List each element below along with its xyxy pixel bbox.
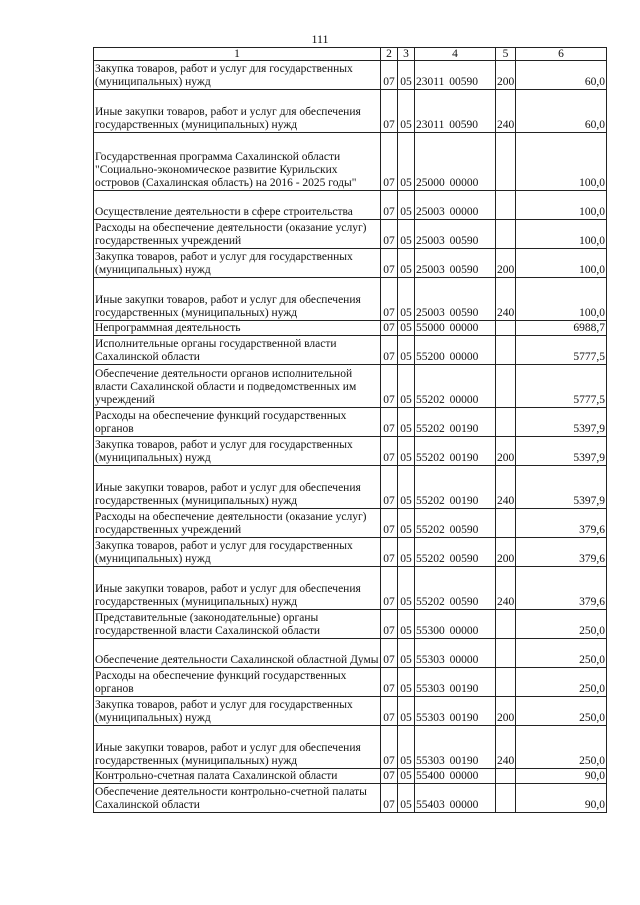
row-target-article: 25003 00000 <box>415 191 496 220</box>
row-expense-type <box>496 220 516 249</box>
row-amount: 250,0 <box>516 668 607 697</box>
row-subsection: 05 <box>398 610 415 639</box>
table-row <box>94 408 607 437</box>
column-header-amount: 6 <box>516 48 607 61</box>
row-subsection: 05 <box>398 639 415 668</box>
row-target-article: 25003 00590 <box>415 278 496 321</box>
row-target-article: 55300 00000 <box>415 610 496 639</box>
row-amount: 6988,7 <box>516 321 607 336</box>
row-section: 07 <box>381 61 398 90</box>
row-target-article: 25003 00590 <box>415 220 496 249</box>
row-amount: 5397,9 <box>516 437 607 466</box>
row-expense-type <box>496 336 516 365</box>
row-target-article: 25000 00000 <box>415 133 496 191</box>
row-name: Обеспечение деятельности Сахалинской областной Думы <box>94 639 381 668</box>
row-target-article: 55202 00590 <box>415 509 496 538</box>
row-subsection: 05 <box>398 336 415 365</box>
table-row <box>94 220 607 249</box>
row-name: Расходы на обеспечение деятельности (оказание услуг) государственных учреждений <box>94 509 381 538</box>
table-row <box>94 466 607 509</box>
table-row <box>94 336 607 365</box>
row-amount: 379,6 <box>516 538 607 567</box>
table-row <box>94 90 607 133</box>
row-target-article: 55202 00590 <box>415 567 496 610</box>
row-name: Закупка товаров, работ и услуг для государственных (муниципальных) нужд <box>94 538 381 567</box>
row-amount: 250,0 <box>516 610 607 639</box>
table-row <box>94 249 607 278</box>
row-section: 07 <box>381 249 398 278</box>
row-amount: 250,0 <box>516 697 607 726</box>
row-subsection: 05 <box>398 90 415 133</box>
row-expense-type <box>496 610 516 639</box>
row-amount: 90,0 <box>516 769 607 784</box>
table-row <box>94 567 607 610</box>
row-section: 07 <box>381 220 398 249</box>
row-expense-type <box>496 365 516 408</box>
row-name: Расходы на обеспечение деятельности (оказание услуг) государственных учреждений <box>94 220 381 249</box>
row-target-article: 55303 00190 <box>415 726 496 769</box>
row-subsection: 05 <box>398 278 415 321</box>
row-subsection: 05 <box>398 408 415 437</box>
row-amount: 90,0 <box>516 784 607 813</box>
row-subsection: 05 <box>398 784 415 813</box>
row-amount: 250,0 <box>516 639 607 668</box>
row-section: 07 <box>381 466 398 509</box>
row-subsection: 05 <box>398 61 415 90</box>
row-subsection: 05 <box>398 726 415 769</box>
row-name: Непрограммная деятельность <box>94 321 381 336</box>
row-target-article: 55303 00190 <box>415 668 496 697</box>
row-target-article: 23011 00590 <box>415 90 496 133</box>
row-amount: 5397,9 <box>516 466 607 509</box>
row-section: 07 <box>381 639 398 668</box>
row-name: Иные закупки товаров, работ и услуг для обеспечения государственных (муниципальных) нужд <box>94 726 381 769</box>
row-expense-type: 200 <box>496 61 516 90</box>
row-subsection: 05 <box>398 220 415 249</box>
row-expense-type: 240 <box>496 567 516 610</box>
row-subsection: 05 <box>398 365 415 408</box>
row-amount: 100,0 <box>516 133 607 191</box>
row-name: Закупка товаров, работ и услуг для государственных (муниципальных) нужд <box>94 697 381 726</box>
page-number: 111 <box>311 32 329 46</box>
row-target-article: 55202 00190 <box>415 466 496 509</box>
row-amount: 5777,5 <box>516 336 607 365</box>
row-name: Расходы на обеспечение функций государственных органов <box>94 408 381 437</box>
row-section: 07 <box>381 90 398 133</box>
row-section: 07 <box>381 365 398 408</box>
row-section: 07 <box>381 437 398 466</box>
row-target-article: 55200 00000 <box>415 336 496 365</box>
row-target-article: 23011 00590 <box>415 61 496 90</box>
row-expense-type: 240 <box>496 278 516 321</box>
table-row <box>94 610 607 639</box>
table-row <box>94 538 607 567</box>
row-subsection: 05 <box>398 191 415 220</box>
row-section: 07 <box>381 336 398 365</box>
column-header-target-article: 4 <box>415 48 496 61</box>
row-section: 07 <box>381 567 398 610</box>
table-row <box>94 509 607 538</box>
row-target-article: 55303 00190 <box>415 697 496 726</box>
row-name: Закупка товаров, работ и услуг для государственных (муниципальных) нужд <box>94 437 381 466</box>
column-header-expense-type: 5 <box>496 48 516 61</box>
row-target-article: 25003 00590 <box>415 249 496 278</box>
row-subsection: 05 <box>398 668 415 697</box>
row-amount: 379,6 <box>516 509 607 538</box>
column-header-section: 2 <box>381 48 398 61</box>
row-name: Иные закупки товаров, работ и услуг для обеспечения государственных (муниципальных) нужд <box>94 466 381 509</box>
row-name: Осуществление деятельности в сфере строительства <box>94 191 381 220</box>
table-row <box>94 133 607 191</box>
row-name: Закупка товаров, работ и услуг для государственных (муниципальных) нужд <box>94 61 381 90</box>
table-row <box>94 726 607 769</box>
table-header-row <box>94 48 607 61</box>
row-name: Представительные (законодательные) органы государственной власти Сахалинской области <box>94 610 381 639</box>
row-subsection: 05 <box>398 466 415 509</box>
budget-table <box>93 47 607 813</box>
table-row <box>94 784 607 813</box>
row-amount: 100,0 <box>516 278 607 321</box>
table-row <box>94 365 607 408</box>
row-target-article: 55400 00000 <box>415 769 496 784</box>
row-amount: 100,0 <box>516 220 607 249</box>
row-section: 07 <box>381 538 398 567</box>
row-expense-type <box>496 408 516 437</box>
row-subsection: 05 <box>398 133 415 191</box>
column-header-subsection: 3 <box>398 48 415 61</box>
row-expense-type: 200 <box>496 249 516 278</box>
table-row <box>94 697 607 726</box>
row-target-article: 55202 00190 <box>415 437 496 466</box>
row-name: Иные закупки товаров, работ и услуг для обеспечения государственных (муниципальных) нужд <box>94 278 381 321</box>
row-amount: 379,6 <box>516 567 607 610</box>
row-name: Иные закупки товаров, работ и услуг для обеспечения государственных (муниципальных) нужд <box>94 567 381 610</box>
row-target-article: 55403 00000 <box>415 784 496 813</box>
row-section: 07 <box>381 321 398 336</box>
row-target-article: 55202 00190 <box>415 408 496 437</box>
row-expense-type <box>496 784 516 813</box>
row-name: Иные закупки товаров, работ и услуг для обеспечения государственных (муниципальных) нужд <box>94 90 381 133</box>
row-subsection: 05 <box>398 769 415 784</box>
row-expense-type: 200 <box>496 437 516 466</box>
row-section: 07 <box>381 278 398 321</box>
row-section: 07 <box>381 408 398 437</box>
row-section: 07 <box>381 191 398 220</box>
row-name: Обеспечение деятельности контрольно-счетной палаты Сахалинской области <box>94 784 381 813</box>
row-expense-type <box>496 639 516 668</box>
row-expense-type: 240 <box>496 466 516 509</box>
row-expense-type: 240 <box>496 726 516 769</box>
row-amount: 100,0 <box>516 249 607 278</box>
row-amount: 100,0 <box>516 191 607 220</box>
row-expense-type <box>496 133 516 191</box>
table-row <box>94 668 607 697</box>
row-expense-type <box>496 509 516 538</box>
row-expense-type: 200 <box>496 697 516 726</box>
row-name: Государственная программа Сахалинской области "Социально-экономическое развитие Курильских островов (Сахалинская область) на 2016 - 2025 годы" <box>94 133 381 191</box>
row-section: 07 <box>381 668 398 697</box>
column-header-name: 1 <box>94 48 381 61</box>
row-subsection: 05 <box>398 437 415 466</box>
row-section: 07 <box>381 784 398 813</box>
row-target-article: 55303 00000 <box>415 639 496 668</box>
row-section: 07 <box>381 610 398 639</box>
table-row <box>94 278 607 321</box>
table-row <box>94 321 607 336</box>
row-section: 07 <box>381 133 398 191</box>
row-target-article: 55000 00000 <box>415 321 496 336</box>
row-subsection: 05 <box>398 538 415 567</box>
row-subsection: 05 <box>398 567 415 610</box>
row-name: Закупка товаров, работ и услуг для государственных (муниципальных) нужд <box>94 249 381 278</box>
row-expense-type: 200 <box>496 538 516 567</box>
row-section: 07 <box>381 509 398 538</box>
row-name: Расходы на обеспечение функций государственных органов <box>94 668 381 697</box>
row-section: 07 <box>381 697 398 726</box>
table-row <box>94 437 607 466</box>
table-row <box>94 191 607 220</box>
table-row <box>94 639 607 668</box>
row-target-article: 55202 00000 <box>415 365 496 408</box>
row-expense-type: 240 <box>496 90 516 133</box>
row-subsection: 05 <box>398 697 415 726</box>
row-name: Исполнительные органы государственной власти Сахалинской области <box>94 336 381 365</box>
row-expense-type <box>496 769 516 784</box>
row-subsection: 05 <box>398 321 415 336</box>
row-expense-type <box>496 668 516 697</box>
row-target-article: 55202 00590 <box>415 538 496 567</box>
row-subsection: 05 <box>398 249 415 278</box>
row-expense-type <box>496 321 516 336</box>
table-row <box>94 769 607 784</box>
row-amount: 60,0 <box>516 61 607 90</box>
table-row <box>94 61 607 90</box>
row-amount: 5397,9 <box>516 408 607 437</box>
row-name: Обеспечение деятельности органов исполнительной власти Сахалинской области и подведомственных им учреждений <box>94 365 381 408</box>
row-amount: 5777,5 <box>516 365 607 408</box>
row-section: 07 <box>381 726 398 769</box>
row-expense-type <box>496 191 516 220</box>
row-name: Контрольно-счетная палата Сахалинской области <box>94 769 381 784</box>
row-section: 07 <box>381 769 398 784</box>
row-amount: 60,0 <box>516 90 607 133</box>
row-subsection: 05 <box>398 509 415 538</box>
row-amount: 250,0 <box>516 726 607 769</box>
